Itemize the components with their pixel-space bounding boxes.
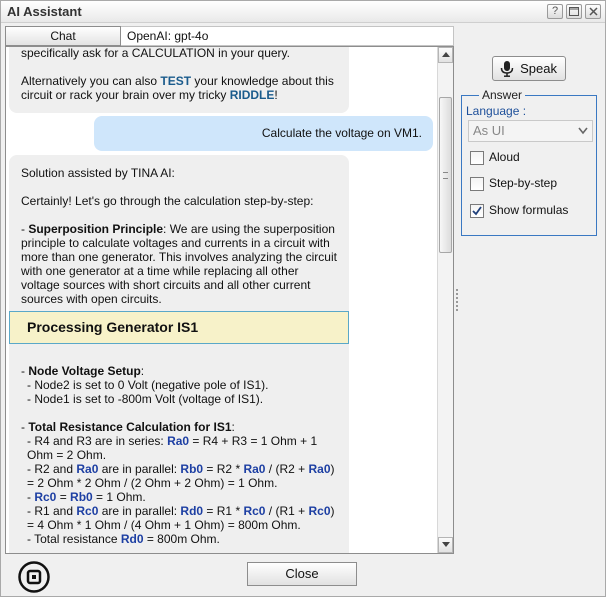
user-message: Calculate the voltage on VM1. bbox=[94, 116, 433, 151]
solution-lead: Certainly! Let's go through the calculation step-by-step: bbox=[21, 194, 314, 208]
title-bar bbox=[1, 1, 605, 23]
resistance-line3: - Rc0 = Rb0 = 1 Ohm. bbox=[27, 490, 146, 504]
checkmark-icon bbox=[471, 205, 483, 217]
close-window-button[interactable] bbox=[585, 4, 601, 19]
node-voltage-line2: - Node1 is set to -800m Volt (voltage of IS1). bbox=[27, 392, 264, 406]
ai-message-intro: specifically ask for a CALCULATION in your query. Alternatively you can also TEST your knowledge about this circuit or rack your brain over my tricky RIDDLE! bbox=[9, 47, 349, 113]
node-voltage-section: - Node Voltage Setup: - Node2 is set to 0 Volt (negative pole of IS1). - Node1 is set to -800m Volt (voltage of IS1). bbox=[21, 364, 337, 406]
superposition-paragraph: - Superposition Principle: We are using the superposition principle to calculate voltages and currents in a circuit with more than one generator. This involves analyzing the circuit with one generator at a time while replacing all other voltage sources with short circuits and all other current sources with open circuits. bbox=[21, 222, 337, 306]
scroll-up-button[interactable] bbox=[438, 47, 453, 63]
speak-button[interactable] bbox=[492, 56, 566, 81]
ai-message-solution bbox=[9, 155, 349, 553]
riddle-keyword[interactable]: RIDDLE bbox=[229, 88, 275, 102]
speak-label: Speak bbox=[520, 61, 557, 76]
tab-bar bbox=[5, 26, 454, 46]
node-voltage-line1: - Node2 is set to 0 Volt (negative pole of IS1). bbox=[27, 378, 269, 392]
resistance-line2: - R2 and Ra0 are in parallel: Rb0 = R2 * Ra0 / (R2 + Ra0) = 2 Ohm * 2 Ohm / (2 Ohm + 2 Ohm) = 1 Ohm. bbox=[27, 462, 335, 490]
superposition-title: Superposition Principle bbox=[28, 222, 164, 236]
processing-heading: Processing Generator IS1 bbox=[9, 311, 349, 344]
show-formulas-label: Show formulas bbox=[489, 203, 569, 217]
resistance-line4: - R1 and Rc0 are in parallel: Rd0 = R1 * Rc0 / (R1 + Rc0) = 4 Ohm * 1 Ohm / (4 Ohm + 1 Ohm) = 800m Ohm. bbox=[27, 504, 335, 532]
chat-content bbox=[6, 47, 437, 553]
test-keyword[interactable]: TEST bbox=[160, 74, 192, 88]
microphone-icon bbox=[500, 61, 514, 77]
resistance-line5: - Total resistance Rd0 = 800m Ohm. bbox=[27, 532, 220, 546]
language-value: As UI bbox=[473, 123, 505, 138]
scroll-grip bbox=[443, 172, 448, 179]
close-button[interactable]: Close bbox=[247, 562, 357, 586]
show-formulas-checkbox[interactable] bbox=[470, 204, 484, 218]
step-by-step-checkbox[interactable] bbox=[470, 177, 484, 191]
solution-header: Solution assisted by TINA AI: bbox=[21, 166, 175, 180]
answer-legend: Answer bbox=[479, 88, 525, 102]
aloud-checkbox[interactable] bbox=[470, 151, 484, 165]
window-title: AI Assistant bbox=[7, 4, 82, 19]
total-resistance-title: Total Resistance Calculation for IS1 bbox=[28, 420, 232, 434]
language-label: Language : bbox=[466, 104, 527, 118]
resistance-line1: - R4 and R3 are in series: Ra0 = R4 + R3 = 1 Ohm + 1 Ohm = 2 Ohm. bbox=[27, 434, 318, 462]
scroll-thumb[interactable] bbox=[439, 97, 452, 253]
language-select[interactable] bbox=[468, 120, 593, 142]
intro-line1: specifically ask for a CALCULATION in your query. bbox=[21, 47, 290, 60]
answer-group bbox=[461, 88, 597, 236]
chevron-down-icon bbox=[578, 127, 588, 135]
bottom-bar bbox=[1, 554, 605, 596]
tab-chat[interactable]: Chat bbox=[5, 26, 121, 46]
step-by-step-label: Step-by-step bbox=[489, 176, 558, 190]
chat-scrollbar[interactable] bbox=[437, 47, 453, 553]
arrow-down-icon bbox=[442, 542, 450, 547]
total-resistance-section: - Total Resistance Calculation for IS1: - R4 and R3 are in series: Ra0 = R4 + R3 = 1 Ohm + 1 Ohm = 2 Ohm. - R2 and Ra0 are in parallel: Rb0 = R2 * Ra0 / (R2 + Ra0) = 2 Ohm * 2 Ohm / (2 Ohm + 2 Ohm) = 1 Ohm. - Rc0 = Rb0 = 1 Ohm. - R1 and Rc0 are in parallel: Rd0 = R1 * Rc0 / (R1 + Rc0) = 4 Ohm * 1 Ohm / (4 Ohm + 1 Ohm) = 800m Ohm. - Total resistance Rd0 = 800m Ohm. bbox=[21, 420, 337, 546]
maximize-button[interactable] bbox=[566, 4, 582, 19]
maximize-icon bbox=[569, 7, 579, 16]
aloud-label: Aloud bbox=[489, 150, 520, 164]
node-voltage-title: Node Voltage Setup bbox=[28, 364, 141, 378]
splitter-grip[interactable] bbox=[456, 289, 458, 311]
model-label: OpenAI: gpt-4o bbox=[121, 26, 454, 46]
help-button[interactable]: ? bbox=[547, 4, 563, 19]
close-icon bbox=[589, 7, 598, 16]
chat-panel bbox=[5, 46, 454, 554]
tina-logo-icon bbox=[18, 561, 50, 593]
arrow-up-icon bbox=[442, 52, 450, 57]
scroll-down-button[interactable] bbox=[438, 537, 453, 553]
